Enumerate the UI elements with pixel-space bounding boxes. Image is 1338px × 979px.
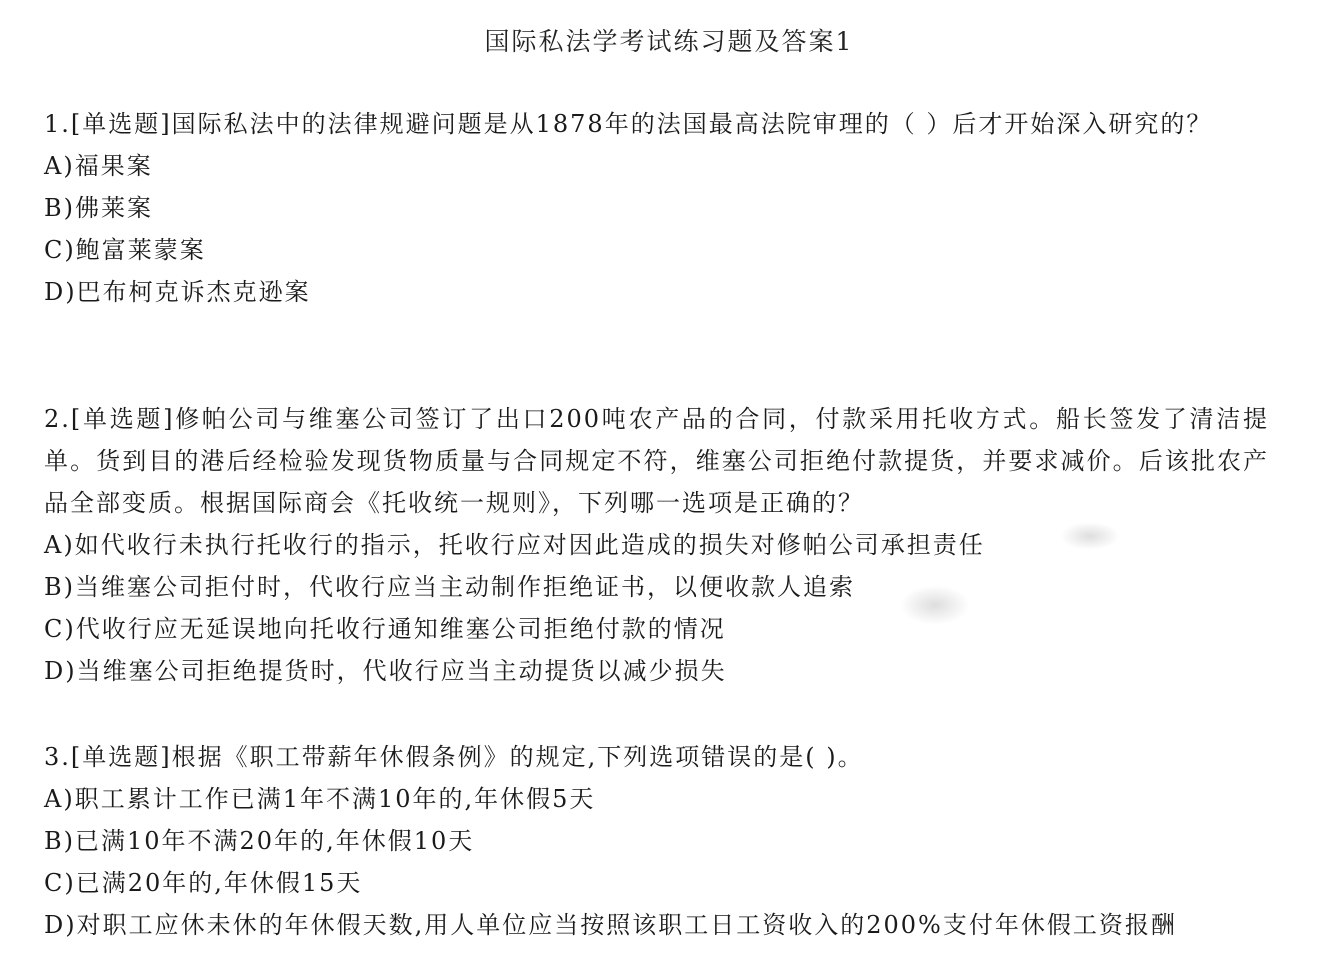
scan-smudge: [1060, 522, 1120, 550]
option-c: C)已满20年的,年休假15天: [44, 869, 363, 897]
option-list: [44, 778, 1269, 946]
option-list: [44, 145, 1269, 313]
option-a: A)如代收行未执行托收行的指示，托收行应对因此造成的损失对修帕公司承担责任: [44, 531, 985, 559]
option-b: B)佛莱案: [44, 194, 153, 222]
option-c: C)鲍富莱蒙案: [44, 236, 206, 264]
option-a: A)福果案: [44, 152, 153, 180]
option-d: D)巴布柯克诉杰克逊案: [44, 278, 311, 306]
option-d: D)对职工应休未休的年休假天数,用人单位应当按照该职工日工资收入的200%支付年休假工资报酬: [44, 911, 1177, 939]
question-stem: 2.[单选题]修帕公司与维塞公司签订了出口200吨农产品的合同，付款采用托收方式。船长签发了清洁提单。货到目的港后经检验发现货物质量与合同规定不符，维塞公司拒绝付款提货，并要求减价。后该批农产品全部变质。根据国际商会《托收统一规则》，下列哪一选项是正确的？: [44, 405, 1269, 517]
question-stem: 3.[单选题]根据《职工带薪年休假条例》的规定,下列选项错误的是( )。: [44, 743, 864, 771]
question-3: [44, 736, 1269, 946]
option-a: A)职工累计工作已满1年不满10年的,年休假5天: [44, 785, 596, 813]
option-b: B)已满10年不满20年的,年休假10天: [44, 827, 475, 855]
document-title: 国际私法学考试练习题及答案1: [484, 27, 854, 56]
scan-smudge: [900, 585, 970, 625]
question-1: [44, 103, 1269, 313]
option-c: C)代收行应无延误地向托收行通知维塞公司拒绝付款的情况: [44, 615, 726, 643]
question-stem: 1.[单选题]国际私法中的法律规避问题是从1878年的法国最高法院审理的（ ）后才开始深入研究的？: [44, 110, 1213, 138]
option-d: D)当维塞公司拒绝提货时，代收行应当主动提货以减少损失: [44, 657, 727, 685]
option-b: B)当维塞公司拒付时，代收行应当主动制作拒绝证书，以便收款人追索: [44, 573, 855, 601]
